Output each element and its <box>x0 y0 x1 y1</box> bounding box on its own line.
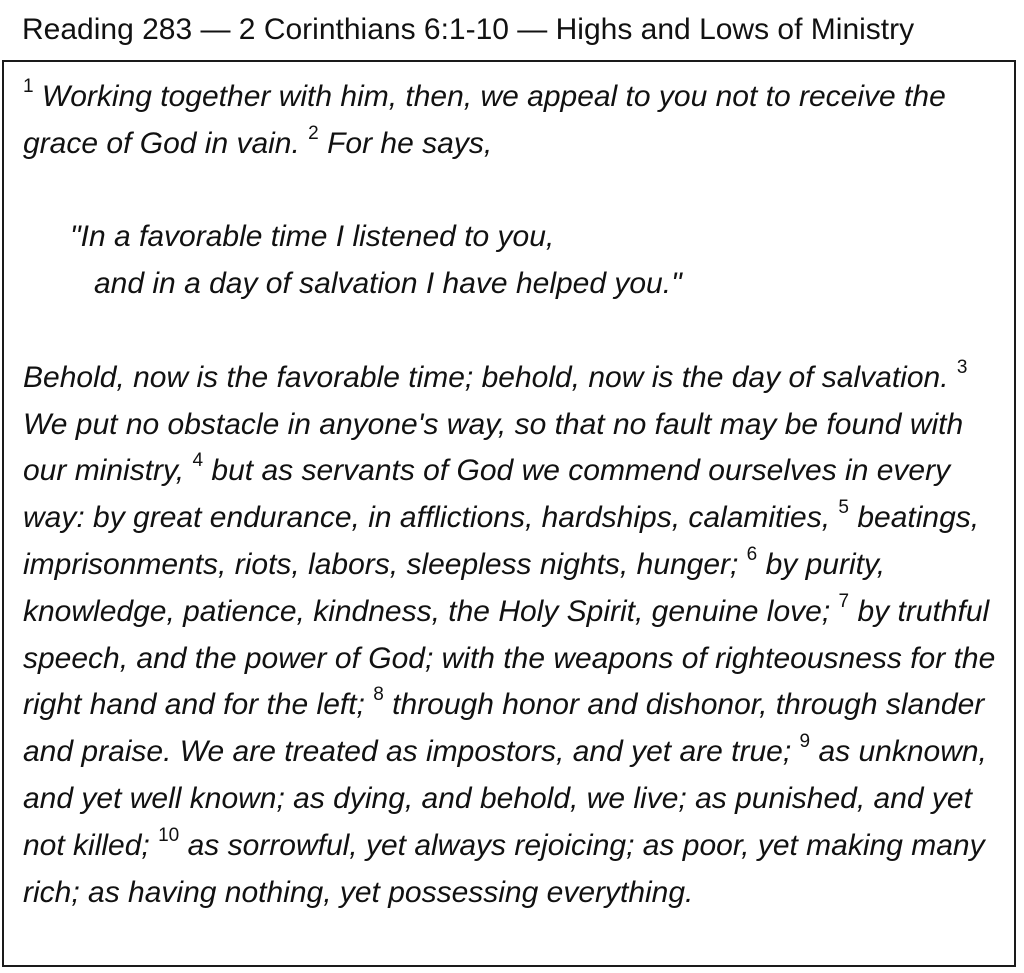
verse-4-text: but as servants of God we commend ourselves in every way: by great endurance, in afflictions, hardships, calamities, <box>23 454 951 535</box>
paragraph-verses-2-10 <box>23 355 1003 917</box>
quotation-line-1: "In a favorable time I listened to you, <box>70 220 555 254</box>
reading-title: Reading 283 — 2 Corinthians 6:1-10 — Highs and Lows of Ministry <box>22 13 915 46</box>
stanza-gap <box>23 168 1003 215</box>
verse-9-text: as unknown, and yet well known; as dying, and behold, we live; as punished, and yet not killed; <box>23 735 987 862</box>
verse-10-text: as sorrowful, yet always rejoicing; as poor, yet making many rich; as having nothing, yet possessing everything. <box>23 828 985 909</box>
passage-box <box>2 60 1016 967</box>
paragraph-verses-1-2 <box>23 74 1003 168</box>
verse-number-9: 9 <box>799 731 811 753</box>
verse-number-6: 6 <box>746 543 758 565</box>
quotation-line-2: and in a day of salvation I have helped you." <box>94 267 682 301</box>
verse-7-text: by truthful speech, and the power of God; with the weapons of righteousness for the right hand and for the left; <box>23 594 996 722</box>
verse-number-1: 1 <box>23 76 34 97</box>
verse-number-4: 4 <box>192 450 204 472</box>
verse-number-2: 2 <box>308 122 319 144</box>
verse-1-text: Working together with him, then, we appeal to you not to receive the grace of God in vain. <box>23 80 946 160</box>
passage-text <box>23 74 1003 916</box>
verse-number-5: 5 <box>838 497 849 519</box>
verse-2-intro: For he says, <box>327 126 493 160</box>
verse-5-text: beatings, imprisonments, riots, labors, sleepless nights, hunger; <box>23 501 980 581</box>
verse-number-10: 10 <box>158 824 180 846</box>
stanza-gap <box>23 308 1003 355</box>
verse-6-text: by purity, knowledge, patience, kindness, the Holy Spirit, genuine love; <box>23 547 886 628</box>
verse-8-text: through honor and dishonor, through slander and praise. We are treated as impostors, and yet are true; <box>23 688 985 769</box>
verse-number-3: 3 <box>956 356 968 378</box>
quotation-block <box>23 214 1003 308</box>
verse-number-7: 7 <box>838 590 850 612</box>
verse-3-text: We put no obstacle in anyone's way, so that no fault may be found with our ministry, <box>23 407 964 488</box>
verse-number-8: 8 <box>373 684 384 706</box>
verse-2-continuation: Behold, now is the favorable time; behold, now is the day of salvation. <box>23 360 949 394</box>
